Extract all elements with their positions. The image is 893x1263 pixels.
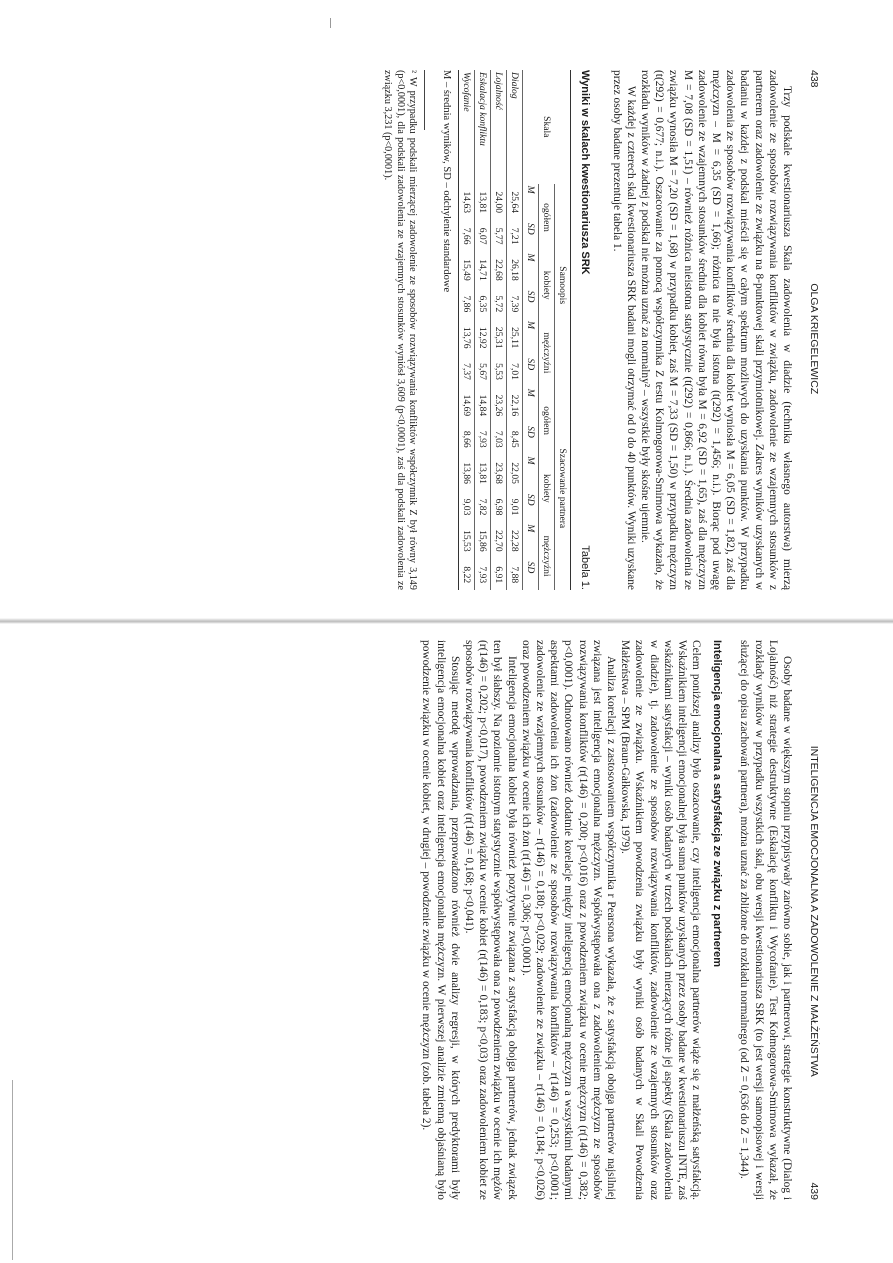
table-cell: 14,69 <box>459 387 475 424</box>
table-cell: 6,98 <box>491 492 507 522</box>
paragraph: W każdej z czterech skal kwestionariusza SRK badani mogli otrzymać od 0 do 40 punktów. Wyniki uzyskane przez osoby badane prezentuje tabela 1. <box>610 70 637 590</box>
row-label: Wycofanie <box>459 70 475 184</box>
col-m: M <box>523 387 539 424</box>
table-cell: 7,93 <box>475 560 491 590</box>
results-table <box>458 70 571 590</box>
col-sd: SD <box>523 221 539 251</box>
subgroup-header: mężczyźni <box>539 319 555 387</box>
footnote-rule <box>424 70 425 130</box>
running-head: INTELIGENCJA EMOCJONALNA A ZADOWOLENIE Z MAŁŻEŃSTWA <box>808 745 820 1077</box>
table-cell: 7,01 <box>507 356 523 386</box>
table-cell: 5,67 <box>475 356 491 386</box>
col-sd: SD <box>523 492 539 522</box>
left-page-header <box>808 70 820 590</box>
table-cell: 25,11 <box>507 319 523 356</box>
row-label: Lojalność <box>491 70 507 184</box>
paragraph: Stosując metodę wprowadzania, przeprowadzono również dwie analizy regresji, w których predyktorami były inteligencja emocjonalna kobiet oraz inteligencja emocjonalna mężczyzn. W pierwszej analizie zmienną objaśnianą było powodzenie związku w ocenie kobiet, w drugiej – powodzenie związku w ocenie mężczyzn (zob. tabela 2). <box>420 640 461 1200</box>
group-header: Szacowanie partnera <box>555 387 571 590</box>
page-gutter-divider <box>0 618 893 624</box>
table-cell: 22,70 <box>491 522 507 559</box>
table-cell: 8,45 <box>507 424 523 454</box>
col-m: M <box>523 522 539 559</box>
table-cell: 7,88 <box>507 560 523 590</box>
table-cell: 22,68 <box>491 251 507 288</box>
subgroup-header: ogółem <box>539 184 555 252</box>
paragraph: Osoby badane w większym stopniu przypisywały zarówno sobie, jak i partnerowi, strategie konstruktywne (Dialog i Lojalność) niż strategie destruktywne (Eskalację konfliktu i Wycofanie). Test Kołmogorowa-Smirnowa wykazał, że rozkłady wyników w przypadku wszystkich skal, obu wersji kwestionariusza SRK (to jest wersji samoopisowej i wersji służącej do opisu zachowań partnera), można uznać za zbliżone do rozkładu normalnego (od Z = 0,636 do Z = 1,344). <box>738 640 793 1200</box>
table-cell: 23,26 <box>491 387 507 424</box>
table-cell: 12,92 <box>475 319 491 356</box>
subgroup-header: kobiety <box>539 251 555 319</box>
table-cell: 25,64 <box>507 184 523 221</box>
table-cell: 7,93 <box>475 424 491 454</box>
subgroup-header: mężczyźni <box>539 522 555 590</box>
table-row <box>507 70 523 590</box>
table-cell: 14,63 <box>459 184 475 221</box>
scan-edge-line <box>12 1080 13 1260</box>
page-number: 438 <box>808 70 820 88</box>
col-sd: SD <box>523 356 539 386</box>
table-cell: 26,18 <box>507 251 523 288</box>
table-cell: 15,86 <box>475 522 491 559</box>
row-label: Eskalacja konfliktu <box>475 70 491 184</box>
table-cell: 22,28 <box>507 522 523 559</box>
group-header: Samoopis <box>555 184 571 387</box>
table-cell: 9,03 <box>459 492 475 522</box>
table-cell: 14,71 <box>475 251 491 288</box>
table-legend: M – średnia wyników, SD – odchylenie standardowe <box>441 70 453 293</box>
footnote: ² W przypadku podskali mierzącej zadowolenie ze sposobów rozwiązywania konfliktów współczynnik Z był równy 3,149 (p<0,0001), dla podskali zadowolenia ze wzajemnych stosunków wyniósł 3,609 (p<0,0001), zaś dla podskali zadowolenia ze związku 3,231 (p<0,0001). <box>382 70 419 590</box>
col-sd: SD <box>523 289 539 319</box>
table-cell: 7,37 <box>459 356 475 386</box>
left-page <box>120 70 820 590</box>
table-cell: 7,21 <box>507 221 523 251</box>
paragraph: Analiza korelacji z zastosowaniem współczynnika r Pearsona wykazała, że z satysfakcją obojga partnerów najsilniej związana jest inteligencja emocjonalna mężczyzn. Współwystępowała ona z zadowoleniem mężczyzn ze sposobów rozwiązywania konfliktów (r(146) = 0,200; p<0,016) oraz z powodzeniem związku w ocenie mężczyzn (r(146) = 0,382; p<0,0001). Odnotowano również dodatnie korelacje między inteligencją emocjonalną mężczyzn a wszystkimi badanymi aspektami zadowolenia ich żon (zadowolenie ze sposobów rozwiązywania konfliktów – r(146) = 0,253; p<0,0001; zadowolenie ze wzajemnych stosunków – r(146) = 0,180; p<0,029; zadowolenie ze związku – r(146) = 0,184; p<0,026) oraz powodzeniem związku w ocenie ich żon (r(146) = 0,306; p<0,0001). <box>519 640 617 1200</box>
table-cell: 6,91 <box>491 560 507 590</box>
col-m: M <box>523 184 539 221</box>
table-row <box>491 70 507 590</box>
table-cell: 9,01 <box>507 492 523 522</box>
table-row <box>475 70 491 590</box>
table-cell: 8,66 <box>459 424 475 454</box>
subgroup-header: kobiety <box>539 454 555 522</box>
scan-edge-mark <box>330 18 331 28</box>
right-page-header <box>808 640 820 1200</box>
table-cell: 22,16 <box>507 387 523 424</box>
table-cell: 22,05 <box>507 454 523 491</box>
table-label: Tabela 1. <box>579 545 592 590</box>
row-label: Dialog <box>507 70 523 184</box>
table-cell: 7,03 <box>491 424 507 454</box>
col-sd: SD <box>523 560 539 590</box>
paragraph: Trzy podskale kwestionariusza Skala zadowolenia w diadzie (technika własnego autorstwa) mierzą zadowolenie ze sposobów rozwiązywania konfliktów w związku, zadowolenie ze wzajemnych stosunków z partnerem oraz zadowolenie ze związku na 8-punktowej skali przymiotnikowej. Zakres wyników uzyskanych w badaniu w każdej z podskal mieścił się w całym spektrum możliwych do uzyskania punktów. W przypadku zadowolenia ze sposobów rozwiązywania konfliktów średnia dla kobiet wyniosła M = 6,05 (SD = 1,82), zaś dla mężczyzn – M = 6,35 (SD = 1,66); różnica ta nie była istotna (t(292) = 1,456; n.i.). Biorąc pod uwagę zadowolenie ze wzajemnych stosunków średnia dla kobiet równa była M = 6,92 (SD = 1,65), zaś dla mężczyzn M = 7,08 (SD = 1,51) – również różnica nieistotna statystycznie (t(292) = 0,866; n.i.). Średnia zadowolenia ze związku wynosiła M = 7,20 (SD = 1,68) w przypadku kobiet, zaś M = 7,33 (SD = 1,50) w przypadku mężczyzn (t(292) = 0,677; n.i.). Oszacowanie za pomocą współczynnika Z testu Kolmogorowa-Smirnowa wykazało, że rozkładu wyników w żadnej z podskal nie można uznać za normalny² – wszystkie były skośne ujemnie. <box>638 70 793 590</box>
table-cell: 13,76 <box>459 319 475 356</box>
table-cell: 5,77 <box>491 221 507 251</box>
table-cell: 7,66 <box>459 221 475 251</box>
table-cell: 14,84 <box>475 387 491 424</box>
table-cell: 24,00 <box>491 184 507 221</box>
paragraph: Celem poniższej analizy było oszacowanie, czy inteligencja emocjonalna partnerów wiąże się z małżeńską satysfakcją. Wskaźnikiem inteligencji emocjonalnej była suma punktów uzyskanych przez osoby badane w kwestionariuszu INTE, zaś wskaźnikami satysfakcji – wyniki osób badanych w trzech podskalach mierzących różne jej aspekty (Skala zadowolenia w diadzie), tj. zadowolenie ze sposobów rozwiązywania konfliktów, zadowolenie ze wzajemnych stosunków oraz zadowolenie ze związku. Wskaźnikiem powodzenia związku były wyniki osób badanych w Skali Powodzenia Małżeństwa – SPM (Braun-Gałkowska, 1979). <box>619 640 703 1200</box>
table-cell: 6,07 <box>475 221 491 251</box>
table-cell: 15,49 <box>459 251 475 288</box>
table-cell: 8,22 <box>459 560 475 590</box>
table-cell: 13,81 <box>475 184 491 221</box>
subgroup-header: ogółem <box>539 387 555 455</box>
table-cell: 15,53 <box>459 522 475 559</box>
table-cell: 25,31 <box>491 319 507 356</box>
table-cell: 5,53 <box>491 356 507 386</box>
column-header: Skala <box>523 70 571 184</box>
running-head: OLGA KRIEGELEWICZ <box>808 283 820 395</box>
table-cell: 6,35 <box>475 289 491 319</box>
table-cell: 5,72 <box>491 289 507 319</box>
section-heading: Inteligencja emocjonalna a satysfakcja ze związku z partnerem <box>711 640 724 968</box>
table-cell: 13,86 <box>459 454 475 491</box>
table-row <box>459 70 475 590</box>
table-cell: 7,82 <box>475 492 491 522</box>
col-sd: SD <box>523 424 539 454</box>
table-cell: 7,39 <box>507 289 523 319</box>
col-m: M <box>523 251 539 288</box>
table-cell: 7,86 <box>459 289 475 319</box>
table-cell: 13,81 <box>475 454 491 491</box>
col-m: M <box>523 319 539 356</box>
table-caption <box>579 70 591 590</box>
paragraph: Inteligencja emocjonalna kobiet była również pozytywnie związana z satysfakcją obojga partnerów, jednak związek ten był słabszy. Na poziomie istotnym statystycznie współwystępowała ona z powodzeniem związku w ocenie ich mężów (r(146) = 0,202; p<0,017), powodzeniem związku w ocenie kobiet (r(146) = 0,183; p<0,03) oraz zadowoleniem kobiet ze sposobów rozwiązywania konfliktów (r(146) = 0,168; p<0,041). <box>462 640 518 1200</box>
page-number: 439 <box>808 1182 820 1200</box>
table-heading: Wyniki w skalach kwestionariusza SRK <box>579 70 592 275</box>
col-m: M <box>523 454 539 491</box>
right-page <box>120 640 820 1200</box>
table-cell: 23,68 <box>491 454 507 491</box>
